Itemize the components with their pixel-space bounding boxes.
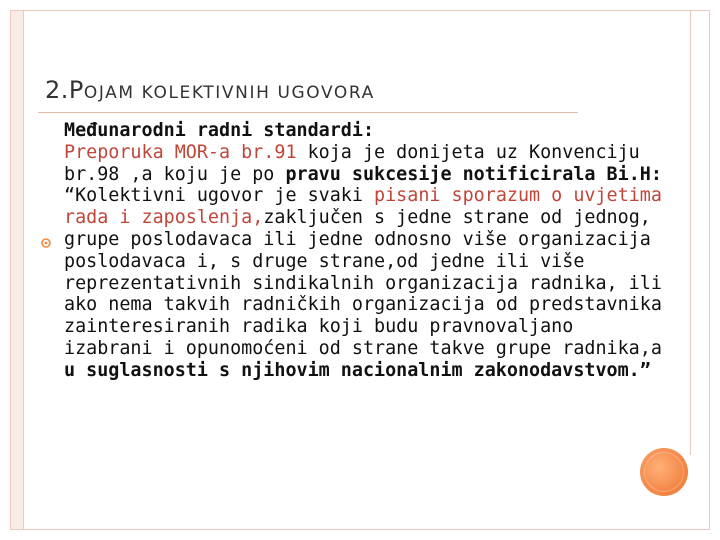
title-underline <box>38 112 578 113</box>
definition-body: zaključen s jedne strane od jednog, grupe poslodavaca ili jedne odnosno više organizacija poslodavaca i, s druge strane,od jedne ili više reprezentativnih sindikalnih organizacija radnika, ili ako nema takvih radničkih organizacija od predstavnika zainteresiranih radika koji budu pravnovaljano izabrani i opunomoćeni od strane takve grupe radnika,a <box>64 207 662 359</box>
definition-lead: “Kolektivni ugovor je svaki <box>64 185 375 207</box>
title-lead: 2.P <box>45 76 84 104</box>
recommendation-bold: pravu sukcesije notificirala Bi.H: <box>285 163 662 185</box>
orange-circle-ring <box>644 452 684 492</box>
definition-highlight: pisani sporazum o uvjetima rada i zaposlenja, <box>64 185 662 229</box>
paragraph-standards <box>64 120 664 185</box>
paragraph-definition <box>64 185 664 381</box>
recommendation-text: koja je donijeta uz Konvenciju br.98 ,a koju je po <box>64 141 640 185</box>
orange-sun-bullet-icon <box>40 237 52 249</box>
slide-content <box>64 120 664 382</box>
recommendation-reference: Preporuka MOR-a br.91 <box>64 141 297 163</box>
slide-title <box>45 76 375 104</box>
standards-heading: Međunarodni radni standardi: <box>64 120 375 141</box>
frame-right-line <box>690 10 691 455</box>
definition-closing: u suglasnosti s njihovim nacionalnim zakonodavstvom.” <box>64 359 651 381</box>
title-rest: OJAM KOLEKTIVNIH UGOVORA <box>83 83 375 103</box>
